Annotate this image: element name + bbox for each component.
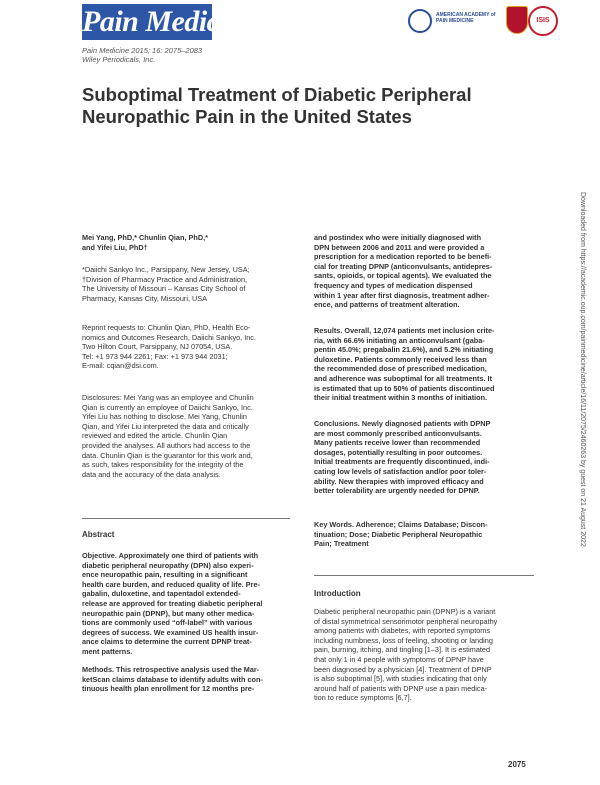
text-line: ance claims to determine the current DPNP treat- (82, 637, 252, 647)
text-line: Qian, and Yifei Liu interpreted the data and critically (82, 421, 249, 431)
text-line: that only 1 in 4 people with symptoms of DPNP have (314, 654, 484, 664)
text-line: degrees of success. We examined US health insur- (82, 627, 259, 637)
text-line: within 1 year after first diagnosis, treatment adher- (314, 290, 490, 300)
abstract-objective (82, 551, 290, 657)
text-line: and adherence was suboptimal for all treatments. It (314, 373, 493, 383)
article-title: Suboptimal Treatment of Diabetic Peripheral Neuropathic Pain in the United States (82, 84, 472, 127)
text-line: prescription for a medication reported to be benefi- (314, 252, 492, 262)
text-line: Diabetic peripheral neuropathic pain (DPNP) is a variant (314, 607, 496, 616)
academy-seal-icon (408, 9, 432, 33)
text-line: ence neuropathic pain, resulting in a significant (82, 570, 248, 580)
abstract-methods-continued (314, 233, 534, 310)
abstract-methods (82, 665, 290, 694)
text-line: *Daiichi Sankyo Inc., Parsippany, New Jersey, USA; (82, 265, 250, 274)
text-line: Qian is currently an employee of Daiichi Sankyo, Inc. (82, 402, 253, 412)
text-line: their initial treatment within 3 months of initiation. (314, 393, 488, 403)
text-line: nomics and Outcomes Research, Daiichi Sankyo, Inc. (82, 332, 256, 342)
text-line: Objective. Approximately one third of patients with (82, 551, 259, 560)
text-line: E-mail: cqian@dsi.com. (82, 361, 159, 371)
affiliations (82, 265, 290, 303)
text-line: neuropathic pain (DPNP), but many other medica- (82, 608, 255, 618)
text-line: is also suboptimal [5], with studies indicating that only (314, 674, 487, 684)
text-line: cating low levels of satisfaction and/or poor toler- (314, 466, 487, 476)
text-line: release are approved for treating diabetic peripheral (82, 598, 263, 608)
text-line: better tolerability are urgently needed for DPNP. (314, 486, 480, 496)
text-line: tion to reduce symptoms [6,7]. (314, 693, 412, 703)
text-line: the recommended dose of prescribed medication, (314, 364, 487, 374)
text-line: pain, burning, itching, and tingling [1–3]. It is estimated (314, 645, 491, 655)
text-line: Results. Overall, 12,074 patients met inclusion crite- (314, 326, 495, 335)
journal-logo: Pain Medicine (82, 5, 257, 38)
text-line: Key Words. Adherence; Claims Database; Discon- (314, 520, 488, 529)
text-line: Pharmacy, Kansas City, Missouri, USA (82, 293, 208, 303)
text-line: ence, and patterns of treatment alteration. (314, 300, 460, 310)
text-line: provided the analyses. All authors had access to the (82, 440, 251, 450)
text-line: pentin 45.0%; pregabalin 21.6%), and 5.2% initiating (314, 345, 494, 355)
shield-crest-icon (506, 6, 528, 34)
publisher: Wiley Periodicals, Inc. (82, 55, 156, 64)
text-line: frequency and types of medication dispensed (314, 280, 473, 290)
introduction-heading: Introduction (314, 589, 361, 598)
text-line: DPN between 2006 and 2011 and were provided a (314, 242, 485, 252)
page-number: 2075 (508, 760, 526, 769)
text-line: data and the accuracy of the data analysis. (82, 469, 221, 479)
text-line: cial for treating DPNP (anticonvulsants, antidepres- (314, 261, 493, 271)
text-line: diabetic peripheral neuropathy (DPN) also experi- (82, 560, 254, 570)
download-note-text: Downloaded from https://academic.oup.com/painmedicine/article/16/11/2075/2460263 by guest on 21 August 2022 (579, 192, 586, 547)
text-line: The University of Missouri – Kansas City School of (82, 284, 246, 294)
text-line: dosages, potentially resulting in poor outcomes. (314, 447, 483, 457)
text-line: ment patterns. (82, 646, 133, 656)
authors-line: and Yifei Liu, PhD† (82, 242, 148, 252)
text-line: data. Chunlin Qian is the guarantor for this work and, (82, 450, 253, 460)
authors-line: Mei Yang, PhD,* Chunlin Qian, PhD,* (82, 233, 208, 242)
text-line: around half of patients with DPNP use a pain medica- (314, 683, 488, 693)
text-line: Conclusions. Newly diagnosed patients with DPNP (314, 419, 491, 428)
text-line: Yifei Liu has nothing to disclose. Mei Yang, Chunlin (82, 412, 247, 422)
text-line: among patients with diabetes, with reported symptoms (314, 626, 491, 636)
introduction-rule (314, 575, 534, 576)
academy-seal-text: AMERICAN ACADEMY of PAIN MEDICINE (436, 12, 496, 24)
citation: Pain Medicine 2015; 16: 2075–2083 (82, 46, 203, 55)
text-line: tinuous health plan enrollment for 12 months pre- (82, 684, 255, 694)
text-line: ability. New therapies with improved efficacy and (314, 476, 484, 486)
text-line: sants, opioids, or topical agents). We evaluated the (314, 271, 492, 281)
text-line: and postindex who were initially diagnosed with (314, 233, 482, 242)
key-words (314, 520, 534, 549)
text-line: duloxetine. Patients commonly received less than (314, 354, 487, 364)
text-line: is estimated that up to 50% of patients discontinued (314, 383, 495, 393)
text-line: are most commonly prescribed anticonvulsants. (314, 428, 482, 438)
text-line: as such, takes responsibility for the integrity of the (82, 460, 244, 470)
introduction-text (314, 607, 534, 703)
disclosures (82, 393, 290, 479)
text-line: Methods. This retrospective analysis used the Mar- (82, 665, 260, 674)
text-line: Pain; Treatment (314, 539, 369, 549)
text-line: ketScan claims database to identify adults with con- (82, 674, 263, 684)
abstract-conclusions (314, 419, 534, 496)
text-line: †Division of Pharmacy Practice and Administration, (82, 274, 248, 284)
text-line: including numbness, loss of feeling, shooting or landing (314, 635, 493, 645)
text-line: reviewed and edited the article. Chunlin Qian (82, 431, 228, 441)
text-line: Tel: +1 973 944 2261; Fax: +1 973 944 2031; (82, 351, 228, 361)
text-line: tions are commonly used “off-label” with various (82, 618, 253, 628)
citation-block (82, 46, 202, 64)
text-line: been diagnosed by a physician [4]. Treatment of DPNP (314, 664, 492, 674)
reprint-requests (82, 323, 290, 371)
isis-seal: ISIS (528, 6, 558, 36)
download-margin-note (576, 192, 588, 602)
text-line: Disclosures: Mei Yang was an employee and Chunlin (82, 393, 254, 402)
text-line: Many patients receive lower than recommended (314, 438, 481, 448)
text-line: Initial treatments are frequently discontinued, indi- (314, 457, 490, 467)
abstract-rule (82, 518, 290, 519)
text-line: gabalin, duloxetine, and tapentadol extended- (82, 589, 241, 599)
abstract-heading: Abstract (82, 530, 115, 539)
text-line: ria, with 66.6% initiating an anticonvulsant (gaba- (314, 335, 485, 345)
text-line: of distal symmetrical sensorimotor peripheral neuropathy (314, 616, 498, 626)
text-line: health care burden, and reduced quality of life. Pre- (82, 579, 261, 589)
text-line: Two Hilton Court, Parsippany, NJ 07054, USA. (82, 342, 233, 352)
authors (82, 233, 290, 252)
text-line: tinuation; Dose; Diabetic Peripheral Neuropathic (314, 529, 483, 539)
abstract-results (314, 326, 534, 403)
text-line: Reprint requests to: Chunlin Qian, PhD, Health Eco- (82, 323, 251, 332)
